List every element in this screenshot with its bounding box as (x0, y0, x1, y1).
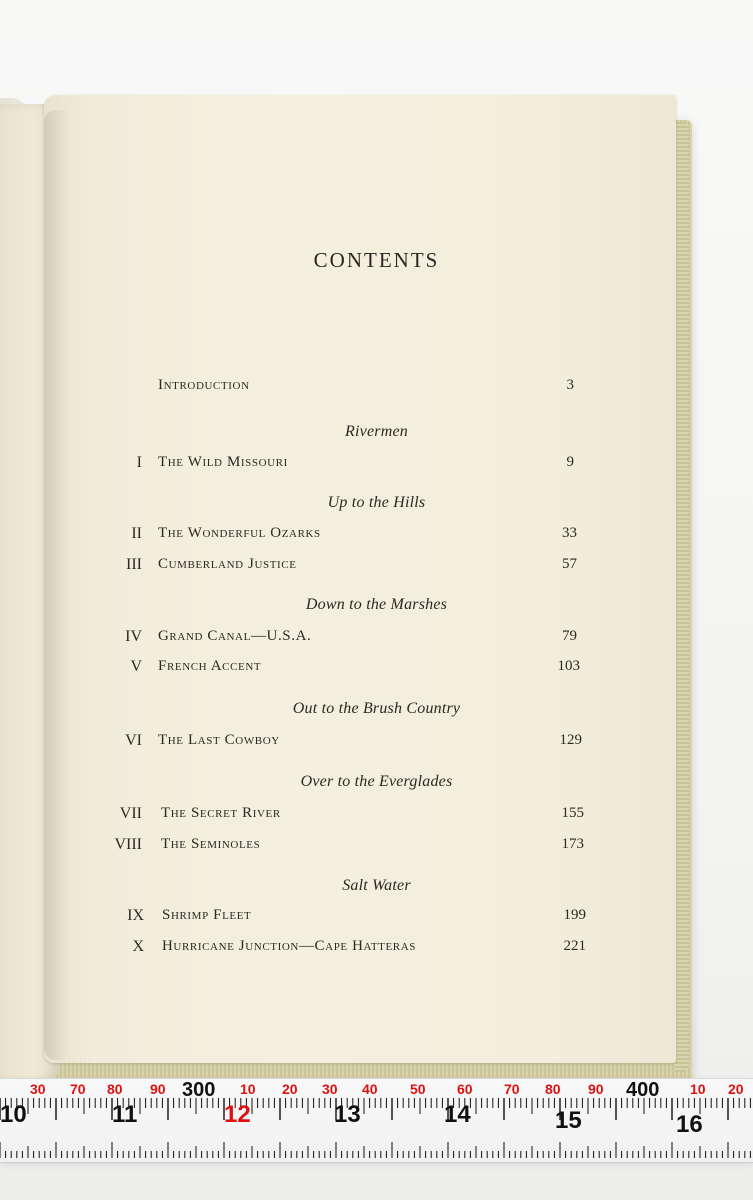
toc-roman: II (131, 525, 142, 542)
ruler-red-number: 80 (107, 1081, 123, 1097)
toc-section-heading: Rivermen (345, 423, 408, 440)
toc-chapter-title: French Accent (158, 658, 262, 674)
toc-chapter-row (0, 454, 753, 476)
toc-roman: IV (125, 628, 142, 645)
toc-section-heading: Over to the Everglades (300, 773, 453, 790)
toc-roman: VIII (114, 836, 142, 853)
toc-chapter-row (0, 805, 753, 827)
toc-roman: IX (127, 907, 144, 924)
toc-roman: VII (119, 805, 142, 822)
toc-section-heading: Out to the Brush Country (292, 700, 461, 717)
ruler-hundreds-300: 300 (182, 1079, 216, 1101)
toc-chapter-page: 129 (559, 732, 582, 748)
toc-chapter-row (0, 732, 753, 754)
toc-chapter-title: Hurricane Junction—Cape Hatteras (162, 938, 416, 954)
toc-chapter-row (0, 525, 753, 547)
ruler-hundreds-400: 400 (626, 1079, 660, 1101)
toc-chapter-row (0, 658, 753, 680)
toc-chapter-row (0, 938, 753, 960)
ruler-red-number: 60 (457, 1081, 473, 1097)
contents-title: CONTENTS (313, 248, 440, 272)
toc-chapter-page: 103 (557, 658, 580, 674)
toc-chapter-page: 173 (561, 836, 584, 852)
ruler-red-number: 90 (150, 1081, 166, 1097)
ruler-big-number-14: 14 (444, 1101, 471, 1128)
ruler-red-number: 20 (282, 1081, 298, 1097)
toc-section-heading: Down to the Marshes (305, 596, 448, 613)
ruler-red-number: 30 (322, 1081, 338, 1097)
toc-chapter-page: 199 (563, 907, 586, 923)
toc-chapter-page: 57 (562, 556, 577, 572)
toc-chapter-title: Cumberland Justice (158, 556, 297, 572)
ruler-red-number: 70 (504, 1081, 520, 1097)
toc-chapter-title: Grand Canal—U.S.A. (158, 628, 312, 644)
toc-chapter-title: The Secret River (161, 805, 281, 821)
ruler-red-number: 70 (70, 1081, 86, 1097)
ruler-red-number: 90 (588, 1081, 604, 1097)
toc-chapter-title: Shrimp Fleet (162, 907, 252, 923)
tape-measure-markings (0, 1078, 753, 1161)
toc-chapter-title: The Last Cowboy (158, 732, 280, 748)
toc-chapter-title: The Wild Missouri (158, 454, 288, 470)
toc-roman: III (126, 556, 142, 573)
ruler-red-number: 30 (30, 1081, 46, 1097)
ruler-big-number-11: 11 (112, 1101, 138, 1128)
toc-chapter-page: 33 (562, 525, 577, 541)
ruler-red-number: 50 (410, 1081, 426, 1097)
toc-roman: V (130, 658, 142, 675)
toc-chapter-page: 79 (562, 628, 577, 644)
toc-chapter-page: 221 (563, 938, 586, 954)
toc-chapter-row (0, 628, 753, 650)
toc-intro-title: Introduction (158, 377, 250, 393)
toc-section-heading: Salt Water (342, 877, 411, 894)
toc-intro-row (0, 377, 753, 399)
ruler-red-number: 20 (728, 1081, 744, 1097)
ruler-big-number-16: 16 (676, 1111, 703, 1138)
toc-chapter-row (0, 836, 753, 858)
toc-chapter-page: 9 (566, 454, 574, 470)
ruler-big-number-10: 10 (0, 1101, 27, 1128)
ruler-big-number-13: 13 (334, 1101, 361, 1128)
toc-chapter-title: The Seminoles (161, 836, 261, 852)
toc-chapter-title: The Wonderful Ozarks (158, 525, 321, 541)
toc-intro-page: 3 (566, 377, 574, 393)
ruler-red-number: 10 (690, 1081, 706, 1097)
toc-chapter-row (0, 907, 753, 929)
ruler-big-number-12: 12 (224, 1101, 251, 1128)
toc-chapter-page: 155 (561, 805, 584, 821)
ruler-red-number: 40 (362, 1081, 378, 1097)
toc-chapter-row (0, 556, 753, 578)
toc-roman: I (136, 454, 142, 471)
toc-roman: VI (125, 732, 142, 749)
ruler-red-number: 80 (545, 1081, 561, 1097)
toc-section-heading: Up to the Hills (327, 494, 426, 511)
ruler-red-number: 10 (240, 1081, 256, 1097)
ruler-big-number-15: 15 (555, 1107, 582, 1134)
toc-roman: X (132, 938, 144, 955)
